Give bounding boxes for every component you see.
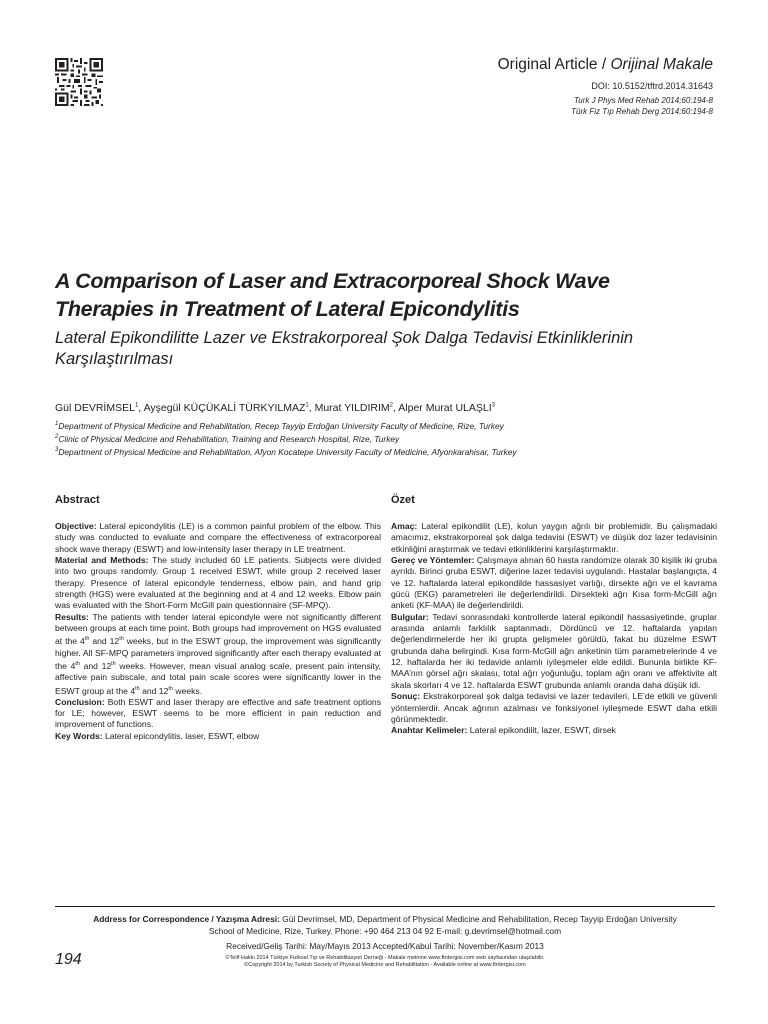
correspondence-address (55, 914, 715, 937)
author-affiliation-sup: 2 (389, 402, 394, 409)
ozet-sonuc (391, 691, 717, 725)
title-tr-line-2: Karşılaştırılması (55, 350, 174, 368)
section-label: Key Words: (55, 730, 103, 741)
section-text: Lateral epikondilit (LE), kolun yaygın ağrılı bir problemidir. Bu çalışmadaki amacımız, ekstrakorporeal şok dalga tedavisi (ESWT) ve düşük doz lazer tedavisinin etkinliğini araştırmak ve tedavi etkinliklerini karşılaştırmaktır. (391, 521, 717, 554)
section-text: The study included 60 LE patients. Subjects were divided into two groups randomly. Group 1 received ESWT, while group 2 received laser therapy. Presence of lateral epicondyle tenderness, elbow pain, and hand grip strength (HGS) were evaluated at the beginning and at 4 and 12 weeks. Elbow pain was evaluated with the Short-Form McGill pain questionnaire (SF-MPQ). (55, 555, 381, 611)
correspondence-text: Gül Devrimsel, MD, Department of Physical Medicine and Rehabilitation, Recep Tayyip Erdoğan University (279, 914, 677, 924)
footer-divider (55, 906, 715, 907)
abstract-section (55, 494, 381, 742)
affiliation (55, 432, 399, 445)
section-text: weeks. (172, 685, 203, 696)
author-affiliation-sup: 1 (134, 402, 139, 409)
section-text: Ekstrakorporeal şok dalga tedavisi ve lazer tedavileri, LE’de etkili ve güvenli yöntemlerdir. Ancak ağrının azalması ve fonksiyonel iyileşmede ESWT daha etkili görünmektedir. (391, 691, 717, 724)
section-text: Both ESWT and laser therapy are effective and safe treatment options for LE; however, ESWT seems to be more efficient in pain reduction and improvement of functions. (55, 696, 381, 730)
abstract-conclusion (55, 697, 381, 731)
affiliation-sup: 2 (55, 434, 59, 440)
author-name: Murat YILDIRIM (314, 402, 390, 414)
section-label: Gereç ve Yöntemler: (391, 555, 475, 566)
abstract-methods (55, 555, 381, 612)
ordinal-sup: th (75, 660, 80, 667)
section-label: Results: (55, 611, 89, 622)
ordinal-sup: th (111, 660, 116, 667)
affiliation (55, 419, 504, 432)
ordinal-sup: th (119, 636, 124, 643)
section-label: Bulgular: (391, 611, 429, 622)
ozet-anahtar (391, 725, 717, 736)
affiliation-text: Department of Physical Medicine and Rehabilitation, Afyon Kocatepe University Faculty of Medicine, Afyonkarahisar, Turkey (58, 446, 517, 457)
citation-block (498, 95, 713, 117)
section-text: Lateral epicondylitis, laser, ESWT, elbow (102, 730, 260, 741)
article-type-en: Original Article (497, 56, 598, 73)
page-number: 194 (55, 951, 82, 968)
ozet-gerec (391, 555, 717, 612)
abstract-keywords (55, 731, 381, 742)
ordinal-sup: th (135, 685, 140, 692)
affiliation-sup: 3 (55, 447, 59, 453)
section-text: Lateral epicondylitis (LE) is a common painful problem of the elbow. This study was conducted to evaluate and compare the effectiveness of extracorporeal shock wave therapy (ESWT) and low-intensity laser therapy in LE treatment. (55, 521, 381, 554)
affiliation (55, 445, 517, 458)
article-type-separator: / (597, 56, 611, 73)
article-header (498, 56, 713, 117)
author-affiliation-sup: 3 (491, 402, 495, 409)
ozet-heading: Özet (391, 494, 415, 506)
title-line-1: A Comparison of Laser and Extracorporeal Shock Wave (55, 269, 610, 293)
title-line-2: Therapies in Treatment of Lateral Epicondylitis (55, 297, 520, 321)
section-label: Conclusion: (55, 696, 105, 707)
section-label: Sonuç: (391, 691, 421, 702)
affiliation-text: Department of Physical Medicine and Rehabilitation, Recep Tayyip Erdoğan University Faculty of Medicine, Rize, Turkey (58, 420, 504, 431)
correspondence-label: Address for Correspondence / Yazışma Adresi: (93, 914, 280, 924)
section-text: The patients with tender lateral epicondyle were not significantly different between groups at each time point. Both groups had improvement on HGS evaluated at the 4 (55, 611, 381, 647)
section-text: and 12 (89, 636, 120, 647)
ordinal-sup: th (168, 685, 173, 692)
correspondence-text: School of Medicine, Rize, Turkey. Phone: +90 464 213 04 92 E-mail: g.devrimsel@hotmail.com (208, 925, 562, 936)
affiliation-sup: 1 (55, 421, 59, 427)
section-label: Amaç: (391, 521, 418, 531)
section-text: weeks, but in the ESWT group, the improvement was significantly higher. All SF-MPQ parameters improved significantly after each therapy evaluated at the 4 (55, 636, 381, 671)
abstract-results (55, 612, 381, 697)
author-separator: , (138, 402, 144, 414)
copyright-tr: ©Telif Hakkı 2014 Türkiye Fiziksel Tıp ve Rehabilitasyon Derneği - Makale metnine www.ftrdergisi.com web sayfasından ulaşılabilir. (225, 955, 545, 961)
section-text: weeks. However, mean visual analog scale, present pain intensity, affective pain subscale, and total pain scale scores were significantly lower in the ESWT group at the 4 (55, 660, 381, 696)
copyright-notice (55, 955, 715, 969)
author-name: Alper Murat ULAŞLI (398, 402, 492, 414)
ozet-section (391, 494, 717, 737)
section-label: Material and Methods: (55, 555, 149, 566)
citation-tr: Türk Fiz Tıp Rehab Derg 2014;60:194-8 (571, 107, 713, 116)
qr-code-image (55, 58, 103, 106)
article-type (498, 56, 713, 74)
section-label: Anahtar Kelimeler: (391, 725, 468, 736)
abstract-objective (55, 521, 381, 555)
author-name: Ayşegül KÜÇÜKALİ TÜRKYILMAZ (143, 402, 306, 414)
article-type-tr: Orijinal Makale (610, 56, 713, 73)
section-text: Çalışmaya alınan 60 hasta randomize olarak 30 kişilik iki gruba ayrıldı. Birinci gruba ESWT, diğerine lazer tedavisi uygulandı. Hastalar başlangıçta, 4 ve 12. haftalarda lateral epikondilde hassasiyet varlığı, dirsekte ağrı ve el kavrama gücü (EKG) parametreleri ile değerlendirildi. Dirsekteki ağrı Kısa form-McGill ağrı anketi (KF-MAA) ile değerlendirildi. (391, 555, 717, 611)
author-list (55, 402, 495, 414)
ozet-amac (391, 521, 717, 555)
ordinal-sup: th (84, 636, 90, 643)
copyright-en: ©Copyright 2014 by Turkish Society of Physical Medicine and Rehabilitation - Available online at www.ftrdergisi.com (244, 962, 526, 968)
section-text: and 12 (139, 685, 169, 696)
section-text: Tedavi sonrasındaki kontrollerde lateral epikondil hassasiyetinde, gruplar arasında anlamlı farklılık saptanmadı. Dördüncü ve 12. haftalarda yapılan değerlendirmelerde her iki grupta gelişmeler görüldü, fakat bu düzelme ESWT grubunda daha belirgindi. Kısa form-McGill ağrı anketinin tüm parametrelerinde 4 ve 12. haftalarda her iki tedavide anlamlı iyileşmeler elde edildi. Bununla birlikte KF-MAA’nın görsel ağrı skalası, total ağrı yoğunluğu, toplam ağrı oranı ve affektivite alt skala skorları 4 ve 12. haftalarda ESWT grubunda anlamlı oranda daha düşük idi. (391, 611, 717, 690)
doi: DOI: 10.5152/tftrd.2014.31643 (591, 81, 713, 91)
received-accepted-dates: Received/Geliş Tarihi: May/Mayıs 2013 Accepted/Kabul Tarihi: November/Kasım 2013 (226, 941, 544, 951)
section-text: and 12 (79, 660, 112, 671)
author-name: Gül DEVRİMSEL (55, 402, 135, 414)
title-tr-line-1: Lateral Epikondilitte Lazer ve Ekstrakorporeal Şok Dalga Tedavisi Etkinliklerinin (55, 329, 634, 347)
affiliation-text: Clinic of Physical Medicine and Rehabilitation, Training and Research Hospital, Rize, Turkey (58, 433, 400, 444)
author-separator: , (308, 402, 315, 414)
author-affiliation-sup: 1 (305, 402, 309, 409)
author-separator: , (393, 402, 399, 414)
section-text: Lateral epikondilit, lazer, ESWT, dirsek (467, 725, 616, 736)
article-title-tr (55, 328, 715, 370)
abstract-heading: Abstract (55, 494, 100, 506)
citation-en: Turk J Phys Med Rehab 2014;60:194-8 (573, 96, 713, 105)
ozet-bulgular (391, 612, 717, 691)
section-label: Objective: (55, 521, 97, 531)
article-title (55, 267, 715, 323)
